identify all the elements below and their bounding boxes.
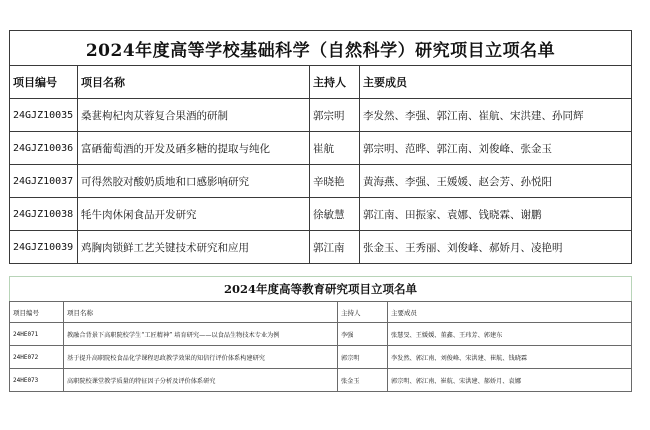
project-members: 郭宗明、范晔、郭江南、刘俊峰、张金玉 — [360, 132, 632, 165]
project-name: 鸡胸肉锁鲜工艺关键技术研究和应用 — [78, 231, 310, 264]
table-row — [10, 231, 632, 264]
project-host: 郭江南 — [310, 231, 360, 264]
project-code: 24HE071 — [10, 323, 64, 346]
project-name: 牦牛肉休闲食品开发研究 — [78, 198, 310, 231]
header-members: 主要成员 — [388, 302, 632, 323]
table-row — [10, 132, 632, 165]
table-row — [10, 165, 632, 198]
project-name: 桑葚枸杞肉苁蓉复合果酒的研制 — [78, 99, 310, 132]
project-code: 24GJZ10037 — [10, 165, 78, 198]
project-host: 崔航 — [310, 132, 360, 165]
project-code: 24HE073 — [10, 369, 64, 392]
project-members: 张金玉、王秀丽、刘俊峰、郝娇月、凌艳明 — [360, 231, 632, 264]
header-name: 项目名称 — [64, 302, 338, 323]
header-code: 项目编号 — [10, 302, 64, 323]
table1-header-row — [10, 66, 632, 99]
project-host: 郭宗明 — [338, 346, 388, 369]
natural-science-project-table — [9, 30, 632, 264]
project-members: 李发然、郭江南、刘俊峰、宋洪建、崔航、钱晓霖 — [388, 346, 632, 369]
header-name: 项目名称 — [78, 66, 310, 99]
header-members: 主要成员 — [360, 66, 632, 99]
table1-title: 2024年度高等学校基础科学（自然科学）研究项目立项名单 — [10, 31, 632, 66]
project-members: 郭江南、田振家、袁娜、钱晓霖、谢鹏 — [360, 198, 632, 231]
project-host: 郭宗明 — [310, 99, 360, 132]
project-name: 教融合背景下高职院校学生“工匠精神” 培育研究——以食品生物技术专业为例 — [64, 323, 338, 346]
table2-header-row — [10, 302, 632, 323]
project-name: 高职院校课堂教学质量的特征因子分析及评价体系研究 — [64, 369, 338, 392]
project-code: 24GJZ10038 — [10, 198, 78, 231]
higher-education-project-table — [9, 276, 632, 392]
project-name: 富硒葡萄酒的开发及硒多糖的提取与纯化 — [78, 132, 310, 165]
project-code: 24GJZ10039 — [10, 231, 78, 264]
table-row — [10, 99, 632, 132]
project-members: 黄海燕、李强、王媛媛、赵会芳、孙悦阳 — [360, 165, 632, 198]
project-host: 李强 — [338, 323, 388, 346]
project-members: 郭宗明、郭江南、崔航、宋洪建、郝娇月、袁娜 — [388, 369, 632, 392]
header-host: 主持人 — [310, 66, 360, 99]
project-name: 可得然胶对酸奶质地和口感影响研究 — [78, 165, 310, 198]
table-row — [10, 323, 632, 346]
table-row — [10, 198, 632, 231]
project-host: 辛晓艳 — [310, 165, 360, 198]
project-code: 24GJZ10036 — [10, 132, 78, 165]
project-code: 24HE072 — [10, 346, 64, 369]
header-code: 项目编号 — [10, 66, 78, 99]
table2-title: 2024年度高等教育研究项目立项名单 — [10, 277, 632, 302]
project-name: 基于提升高职院校食品化学课程思政教学效果的知信行评价体系构建研究 — [64, 346, 338, 369]
project-members: 李发然、李强、郭江南、崔航、宋洪建、孙同辉 — [360, 99, 632, 132]
project-host: 张金玉 — [338, 369, 388, 392]
header-host: 主持人 — [338, 302, 388, 323]
project-code: 24GJZ10035 — [10, 99, 78, 132]
project-members: 张慧旻、王媛媛、董鑫、王玮芳、郭建东 — [388, 323, 632, 346]
table-row — [10, 369, 632, 392]
table-row — [10, 346, 632, 369]
project-host: 徐敏慧 — [310, 198, 360, 231]
